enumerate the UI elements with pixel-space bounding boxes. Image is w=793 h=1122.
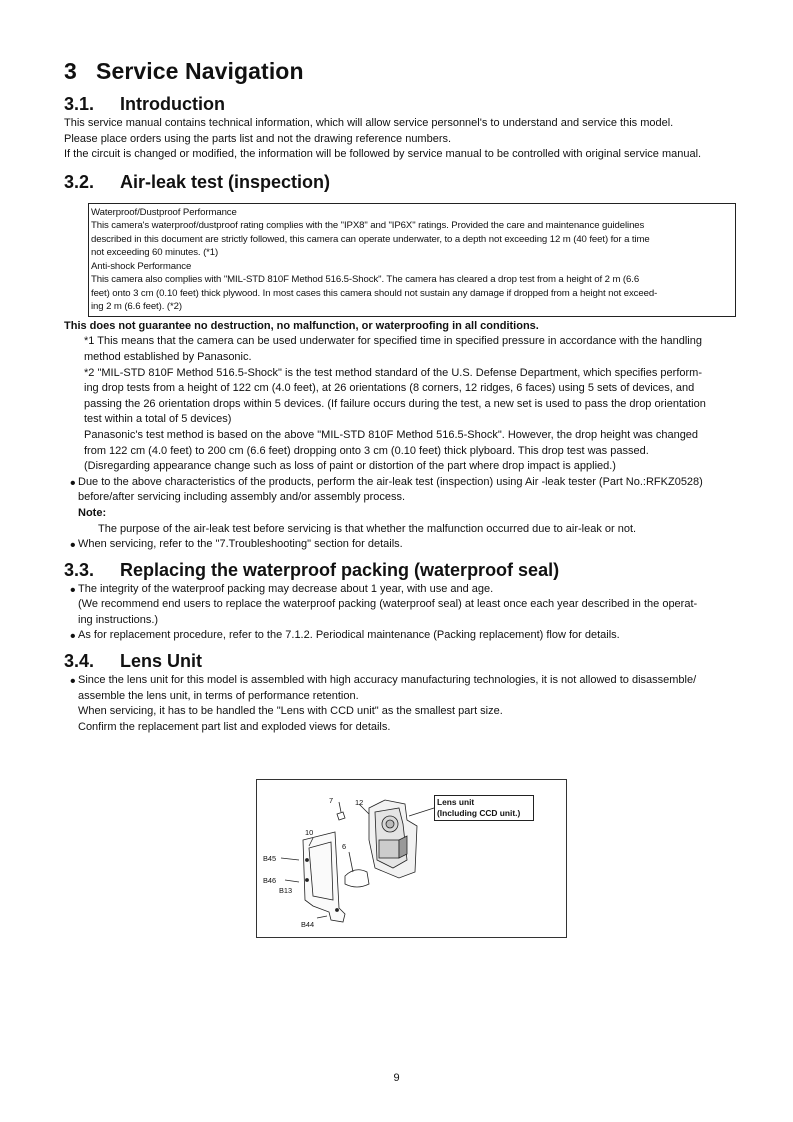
section-title: Service Navigation [96, 58, 304, 84]
section-heading [64, 56, 758, 86]
introduction-text [64, 116, 758, 163]
footnote-line: passing the 26 orientation drops within 5 devices. (If failure occurs during the test, a new set is used to pass the drop orientation [84, 397, 706, 410]
bullet-line: Confirm the replacement part list and exploded views for details. [78, 720, 391, 733]
warning-text: This does not guarantee no destruction, no malfunction, or waterproofing in all conditions. [64, 319, 539, 332]
footnote-line: *1 This means that the camera can be used underwater for specified time in specified pressure in accordance with the handling [84, 335, 702, 348]
figure-label: 6 [342, 842, 347, 851]
bullet-dot-icon: • [70, 537, 76, 555]
box-line: feet) onto 3 cm (0.10 feet) thick plywood. In most cases this camera should not sustain any damage if dropped from a height not exceed- [91, 287, 658, 299]
box-line: This camera's waterproof/dustproof rating complies with the "IPX8" and "IP6X" ratings. Provided the care and maintenance guidelines [91, 220, 645, 232]
subsection-3-4-heading [64, 649, 758, 673]
bullet-item [64, 673, 758, 735]
performance-box [88, 203, 736, 317]
bullet-line: The integrity of the waterproof packing may decrease about 1 year, with use and age. [78, 582, 494, 595]
document-page [64, 56, 758, 735]
page-number: 9 [393, 1072, 400, 1084]
bullet-dot-icon: • [70, 581, 76, 599]
bullet-item [64, 582, 758, 629]
section-number: 3 [64, 58, 77, 84]
bullet-line: Since the lens unit for this model is assembled with high accuracy manufacturing technologies, it is not allowed to disassemble/ [78, 674, 697, 687]
subsection-3-2-heading [64, 170, 758, 194]
subsection-3-1-heading [64, 92, 758, 116]
paragraph-line: This service manual contains technical information, which will allow service personnel's to understand and service this model. [64, 117, 674, 129]
bullet-line: Due to the above characteristics of the products, perform the air-leak test (inspection) using Air -leak tester (Part No.:RFKZ0528) [78, 475, 703, 488]
footnote-line: Panasonic's test method is based on the above "MIL-STD 810F Method 516.5-Shock". However, the drop height was changed [84, 428, 699, 441]
bullet-line: ing instructions.) [78, 613, 159, 626]
footnote-line: test within a total of 5 devices) [84, 413, 232, 426]
footnotes [64, 334, 758, 474]
figure-label: 7 [329, 796, 334, 805]
figure-label: B46 [263, 876, 277, 885]
bullet-line: before/after servicing including assembly and/or assembly process. [78, 491, 406, 504]
box-line: described in this document are strictly followed, this camera can operate underwater, to a depth not exceeding 12 m (40 feet) for a time [91, 233, 650, 245]
subsection-title: Introduction [120, 94, 225, 114]
bullet-item [64, 475, 758, 537]
bullet-line: (We recommend end users to replace the waterproof packing (waterproof seal) at least once each year described in the operat- [78, 598, 698, 611]
footnote-line: ing drop tests from a height of 122 cm (4.0 feet), at 26 orientations (8 corners, 12 ridges, 6 faces) using 5 sets of devices, and [84, 382, 695, 395]
subsection-title: Air-leak test (inspection) [120, 171, 331, 192]
subsection-3-3-heading [64, 558, 758, 582]
bullet-dot-icon: • [70, 474, 76, 492]
bullet-line: assemble the lens unit, in terms of performance retention. [78, 689, 359, 702]
footnote-line: method established by Panasonic. [84, 350, 252, 363]
subsection-title: Lens Unit [120, 651, 203, 672]
bullet-dot-icon: • [70, 673, 76, 691]
callout-line: Lens unit [437, 797, 475, 807]
lens-unit-callout [434, 795, 534, 821]
figure-label: 12 [355, 798, 364, 807]
bullet-item [64, 537, 758, 553]
bullet-item [64, 628, 758, 644]
figure-label: B45 [263, 854, 277, 863]
box-line: not exceeding 60 minutes. (*1) [91, 247, 219, 259]
bullet-line: As for replacement procedure, refer to the 7.1.2. Periodical maintenance (Packing replacement) flow for details. [78, 629, 620, 642]
subsection-number: 3.1. [64, 94, 95, 114]
footnote-line: from 122 cm (4.0 feet) to 200 cm (6.6 feet) dropping onto 3 cm (0.10 feet) thick plyboard. This drop test was passed. [84, 444, 649, 457]
box-line: ing 2 m (6.6 feet). (*2) [91, 301, 182, 313]
subsection-number: 3.3. [64, 559, 95, 580]
figure-label: B13 [279, 886, 293, 895]
box-line: This camera also complies with "MIL-STD 810F Method 516.5-Shock". The camera has cleared a drop test from a height of 2 m (6.6 [91, 274, 640, 286]
subsection-number: 3.4. [64, 651, 95, 672]
footnote-line: (Disregarding appearance change such as loss of paint or distortion of the part where drop impact is applied.) [84, 460, 616, 473]
note-label: Note: [78, 506, 107, 519]
box-line: Anti-shock Performance [91, 260, 192, 272]
subsection-number: 3.2. [64, 171, 95, 192]
bullet-line: When servicing, it has to be handled the "Lens with CCD unit" as the smallest part size. [78, 705, 503, 718]
bullet-line: When servicing, refer to the "7.Troubleshooting" section for details. [78, 538, 403, 551]
box-line: Waterproof/Dustproof Performance [91, 206, 237, 218]
figure-label: B44 [301, 920, 315, 929]
subsection-title: Replacing the waterproof packing (waterproof seal) [120, 559, 560, 580]
paragraph-line: Please place orders using the parts list and not the drawing reference numbers. [64, 132, 452, 145]
paragraph-line: If the circuit is changed or modified, the information will be followed by service manual to be controlled with original service manual. [64, 148, 702, 161]
bullet-dot-icon: • [70, 628, 76, 646]
footnote-line: *2 "MIL-STD 810F Method 516.5-Shock" is the test method standard of the U.S. Defense Department, which specifies perform- [84, 366, 702, 379]
figure-label: 10 [305, 828, 314, 837]
note-text: The purpose of the air-leak test before servicing is that whether the malfunction occurred due to air-leak or not. [98, 522, 637, 535]
lens-unit-figure [256, 779, 567, 938]
callout-line: (Including CCD unit.) [437, 808, 521, 818]
